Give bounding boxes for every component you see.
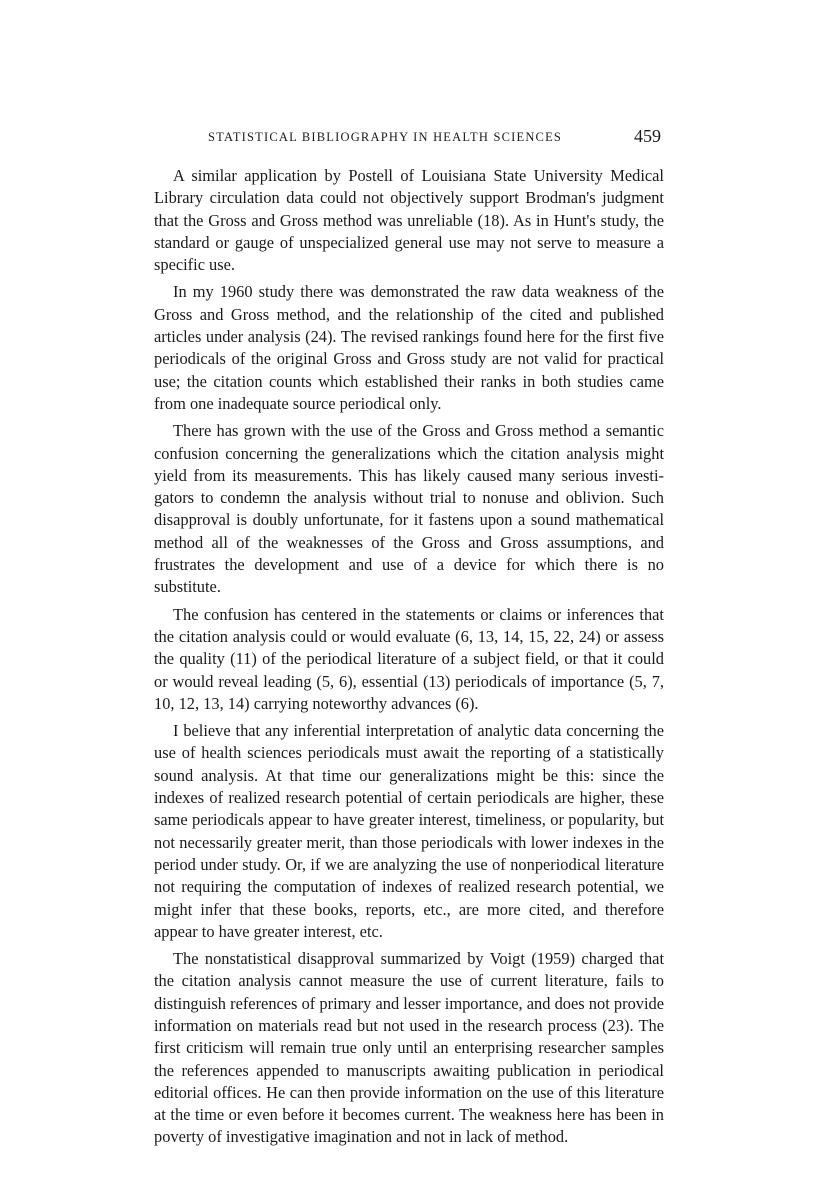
page-number: 459 [634, 126, 661, 146]
running-header [156, 126, 661, 150]
paragraph: There has grown with the use of the Gross and Gross method a semantic confusion concerning the generalizations which the citation analysis might yield from its measurements. This has likely caused many serious investigators to condemn the analysis without trial to nonuse and oblivion. Such disapproval is doubly unfortunate, for it fastens upon a sound mathematical method all of the weaknesses of the Gross and Gross assumptions, and frustrates the development and use of a device for which there is no substitute. [154, 421, 664, 597]
body-text [154, 165, 664, 1154]
paragraph: I believe that any inferential interpretation of analytic data concerning the use of health sciences periodicals must await the reporting of a statistically sound analysis. At that time our generalizations might be this: since the indexes of realized research potential of certain periodicals are higher, these same periodicals appear to have greater interest, timeliness, or popularity, but not necessarily greater merit, than those periodicals with lower indexes in the period under study. Or, if we are analyzing the use of nonperiodical literature not requiring the computation of indexes of realized research potential, we might infer that these books, reports, etc., are more cited, and therefore appear to have greater interest, etc. [154, 721, 664, 941]
paragraph: The nonstatistical disapproval summarized by Voigt (1959) charged that the citation analysis cannot measure the use of current literature, fails to distinguish references of primary and lesser importance, and does not provide information on materials read but not used in the research process (23). The first criticism will remain true only until an enterprising researcher samples the references appended to manuscripts awaiting publication in periodical editorial offices. He can then provide information on the use of this literature at the time or even before it becomes current. The weakness here has been in poverty of investigative imagination and not in lack of method. [154, 949, 664, 1147]
running-title: STATISTICAL BIBLIOGRAPHY IN HEALTH SCIENCES [208, 130, 563, 144]
paragraph: In my 1960 study there was demonstrated the raw data weakness of the Gross and Gross method, and the relationship of the cited and published articles under analysis (24). The revised rankings found here for the first five periodicals of the original Gross and Gross study are not valid for practical use; the citation counts which established their ranks in both studies came from one inadequate source periodical only. [154, 282, 664, 413]
paragraph: A similar application by Postell of Louisiana State University Medical Library circulation data could not objectively support Brodman's judgment that the Gross and Gross method was unreliable (18). As in Hunt's study, the standard or gauge of unspecialized general use may not serve to measure a specific use. [154, 166, 664, 275]
paragraph: The confusion has centered in the statements or claims or inferences that the citation analysis could or would evaluate (6, 13, 14, 15, 22, 24) or assess the quality (11) of the periodical literature of a subject field, or that it could or would reveal leading (5, 6), essential (13) periodicals of importance (5, 7, 10, 12, 13, 14) carrying noteworthy advances (6). [154, 604, 664, 713]
